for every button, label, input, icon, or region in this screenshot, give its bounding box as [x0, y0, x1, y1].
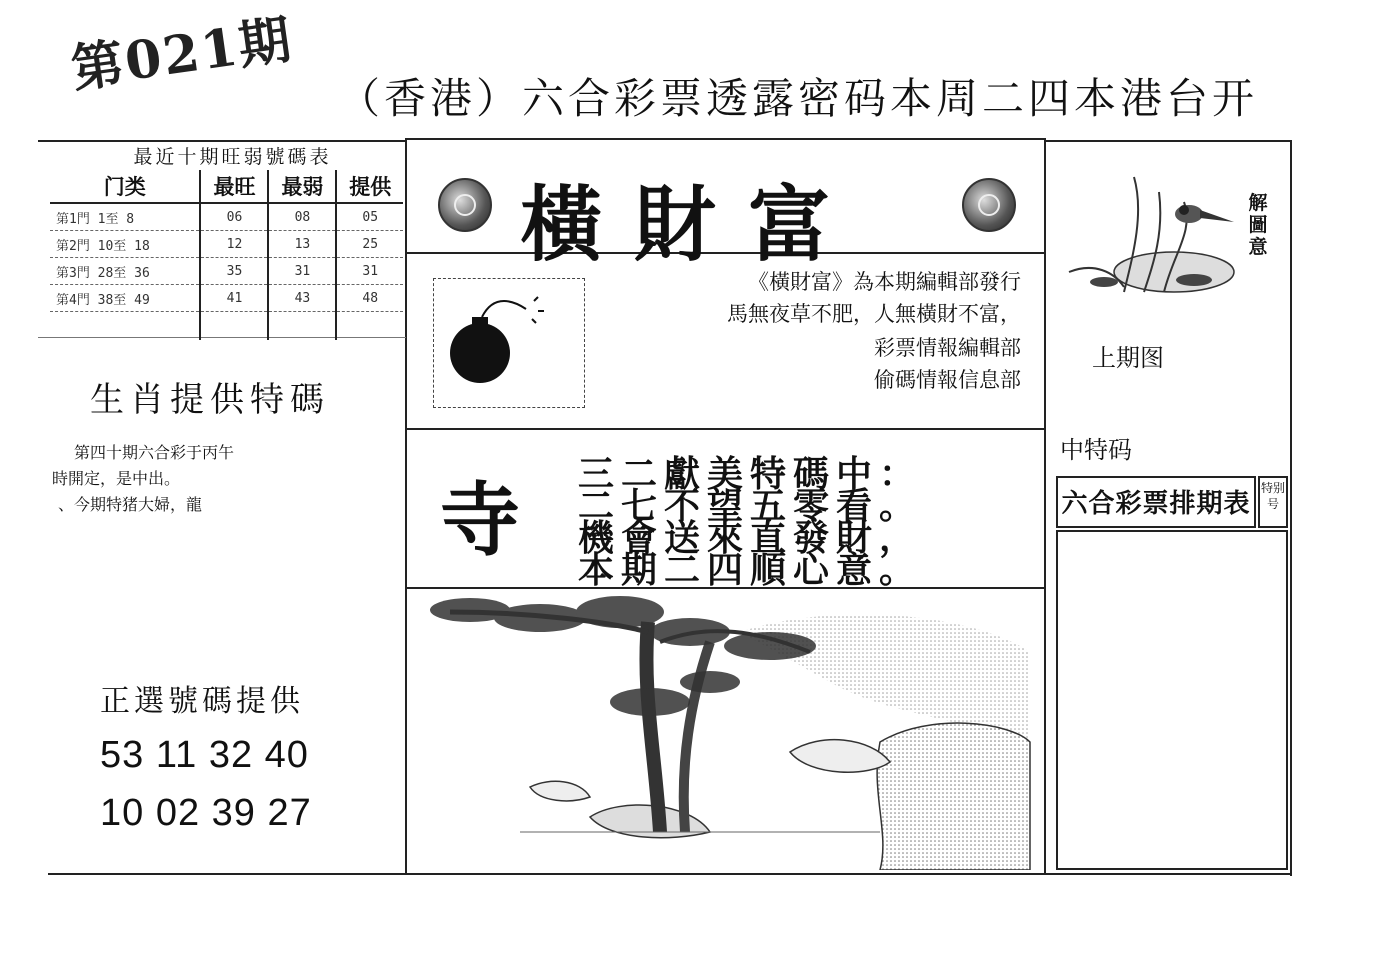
table-cell: 31: [336, 258, 403, 285]
frame-divider-right: [1044, 138, 1046, 874]
riddle-character: 寺: [440, 473, 520, 567]
bomb-box: [433, 278, 585, 408]
zodiac-title: 生肖提供特碼: [90, 380, 330, 420]
table-cell: 43: [268, 285, 336, 312]
table-row: [50, 258, 403, 285]
col-header: 最旺: [200, 170, 268, 203]
side-title: 解 圖 意: [1248, 192, 1268, 258]
col-header: 提供: [336, 170, 403, 203]
hot-cold-table: [50, 170, 403, 340]
table-cell: 08: [268, 203, 336, 231]
bomb-icon: [434, 279, 584, 407]
pick-numbers-line-1: 53 11 32 40: [100, 734, 309, 776]
poem-line: 二七不望五零看。: [578, 485, 923, 527]
table-header-row: [50, 170, 403, 203]
table-cell: 35: [200, 258, 268, 285]
table-cell: 48: [336, 285, 403, 312]
table-row: [50, 285, 403, 312]
table-row: [50, 203, 403, 231]
table-cell: 25: [336, 231, 403, 258]
col-header: 最弱: [268, 170, 336, 203]
zodiac-line: 、今期特猪大婦，龍: [58, 495, 203, 514]
headline: （香港）六合彩票透露密码本周二四本港台开: [338, 74, 1259, 123]
zodiac-line: 時開定，是中出。: [52, 469, 181, 488]
previous-issue-label: 上期图: [1092, 344, 1164, 372]
table-cell: 12: [200, 231, 268, 258]
zodiac-line: 第四十期六合彩于丙午: [74, 443, 235, 462]
table-cell: 41: [200, 285, 268, 312]
frame-bottom: [48, 873, 1292, 875]
table-cell: 31: [268, 258, 336, 285]
pine-tree-landscape-icon: [410, 592, 1040, 870]
frame-right-edge: [1290, 140, 1292, 876]
table-cell: 06: [200, 203, 268, 231]
table-row: [50, 231, 403, 258]
coin-icon: [438, 178, 492, 232]
frame-top-right: [1046, 140, 1292, 142]
table-cell: 第3門 28至 36: [50, 258, 200, 285]
coin-icon: [962, 178, 1016, 232]
special-number-label: 特别号: [1258, 476, 1288, 528]
col-header: 门类: [50, 170, 200, 203]
middle-separator-2: [406, 428, 1046, 430]
poem-line: 本期二四順心意。: [578, 549, 923, 591]
schedule-box: [1056, 530, 1288, 870]
zodiac-text: [52, 440, 342, 518]
poem-line: 機會送來直發財，: [578, 517, 923, 559]
table-cell: 第4門 38至 49: [50, 285, 200, 312]
table-cell: 13: [268, 231, 336, 258]
poem-line: 三二獻美特碼中：: [578, 453, 923, 495]
intro-line: 彩票情報編輯部: [874, 336, 1021, 360]
bird-on-reeds-icon: [1064, 172, 1244, 312]
frame-divider-left: [405, 138, 407, 874]
issue-number: 第021期: [67, 8, 297, 101]
table-row-empty: [50, 312, 403, 341]
intro-line: 偷碼情報信息部: [874, 368, 1021, 392]
table-cell: 第2門 10至 18: [50, 231, 200, 258]
winning-number-label: 中特码: [1060, 436, 1132, 464]
frame-top-middle: [406, 138, 1046, 140]
intro-line: 馬無夜草不肥，人無橫財不富，: [727, 302, 1021, 326]
intro-line: 《橫財富》為本期編輯部發行: [748, 270, 1021, 294]
brand-title: 橫財富: [520, 177, 863, 273]
table-cell: 05: [336, 203, 403, 231]
pick-numbers-line-2: 10 02 39 27: [100, 792, 312, 834]
schedule-title: 六合彩票排期表: [1056, 476, 1256, 528]
table-title: 最近十期旺弱號碼表: [133, 146, 332, 168]
table-cell: 第1門 1至 8: [50, 203, 200, 231]
pick-title: 正選號碼提供: [100, 684, 304, 719]
